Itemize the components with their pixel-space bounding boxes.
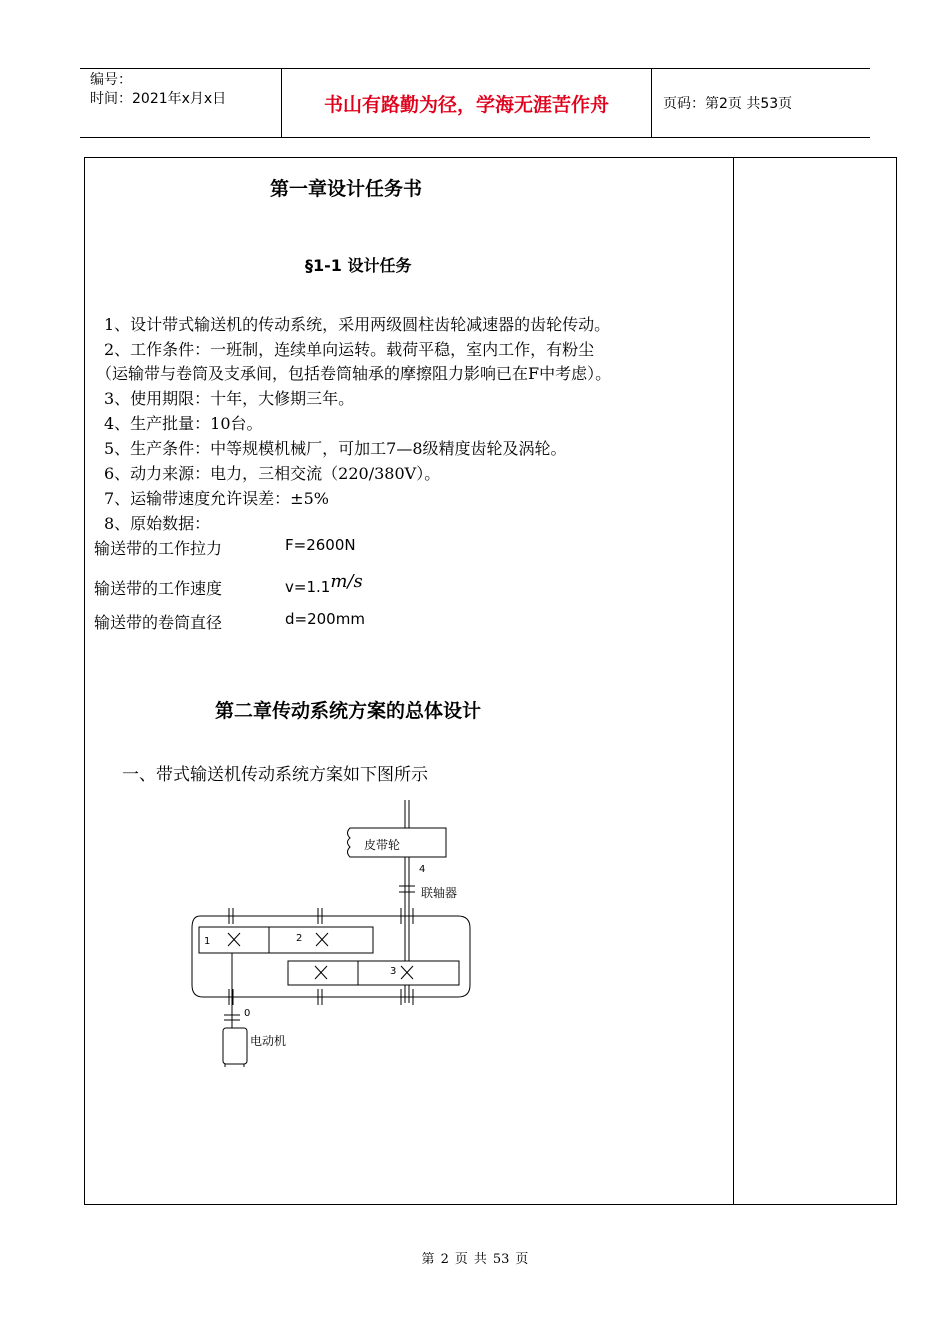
footer-total-pages: 53 <box>492 1252 510 1267</box>
footer-gong: 共 <box>473 1252 487 1267</box>
speed-unit: m/s <box>330 571 363 592</box>
chapter2-title: 第二章传动系统方案的总体设计 <box>215 700 482 722</box>
column-divider <box>733 158 734 1204</box>
footer-di: 第 <box>421 1252 435 1267</box>
item-1: 1、设计带式输送机的传动系统，采用两级圆柱齿轮减速器的齿轮传动。 <box>104 315 611 334</box>
item-5: 5、生产条件：中等规模机械厂，可加工7—8级精度齿轮及涡轮。 <box>104 439 567 458</box>
item-2-cont: （运输带与卷筒及支承间，包括卷筒轴承的摩擦阻力影响已在F中考虑）。 <box>96 364 612 383</box>
header-meta <box>80 69 280 137</box>
item-4: 4、生产批量：10台。 <box>104 414 263 433</box>
item-3: 3、使用期限：十年，大修期三年。 <box>104 389 355 408</box>
chapter1-title: 第一章设计任务书 <box>270 178 423 200</box>
footer-ye: 页 <box>454 1252 468 1267</box>
motor-label: 电动机 <box>250 1034 287 1048</box>
item-6: 6、动力来源：电力，三相交流（220/380V）。 <box>104 464 441 483</box>
gear-3 <box>358 961 459 985</box>
item-2: 2、工作条件：一班制，连续单向运转。载荷平稳，室内工作，有粉尘 <box>104 340 595 359</box>
transmission-diagram <box>180 795 480 1070</box>
label-1: 1 <box>204 936 211 947</box>
section-title: §1-1 设计任务 <box>305 256 412 275</box>
header-motto: 书山有路勤为径，学海无涯苦作舟 <box>281 69 652 137</box>
gear-2-pinion <box>288 961 358 985</box>
page-header <box>80 68 870 138</box>
motor <box>223 1028 247 1064</box>
param-value-force: F=2600N <box>285 536 356 554</box>
number-label: 编号： <box>90 72 132 88</box>
item-7: 7、运输带速度允许误差：±5% <box>104 489 329 508</box>
label-0: 0 <box>244 1008 251 1019</box>
param-label-force: 输送带的工作拉力 <box>94 539 223 558</box>
speed-number: v=1.1 <box>285 578 331 596</box>
footer-page-number: 2 <box>440 1252 449 1267</box>
label-2: 2 <box>296 933 303 944</box>
param-value-diameter: d=200mm <box>285 610 365 628</box>
param-label-speed: 输送带的工作速度 <box>94 579 223 598</box>
coupling-label: 联轴器 <box>421 886 458 900</box>
header-page-info: 页码：第2页 共53页 <box>663 96 793 112</box>
belt-wheel-label: 皮带轮 <box>364 838 401 852</box>
page-footer <box>0 1248 950 1267</box>
label-3: 3 <box>390 966 397 977</box>
param-label-diameter: 输送带的卷筒直径 <box>94 613 223 632</box>
scheme-intro: 一、带式输送机传动系统方案如下图所示 <box>122 765 428 785</box>
label-4: 4 <box>419 864 426 875</box>
item-8: 8、原始数据： <box>104 514 211 533</box>
footer-ye2: 页 <box>515 1252 529 1267</box>
time-label: 时间：2021年x月x日 <box>90 91 227 107</box>
param-value-speed <box>285 571 363 597</box>
